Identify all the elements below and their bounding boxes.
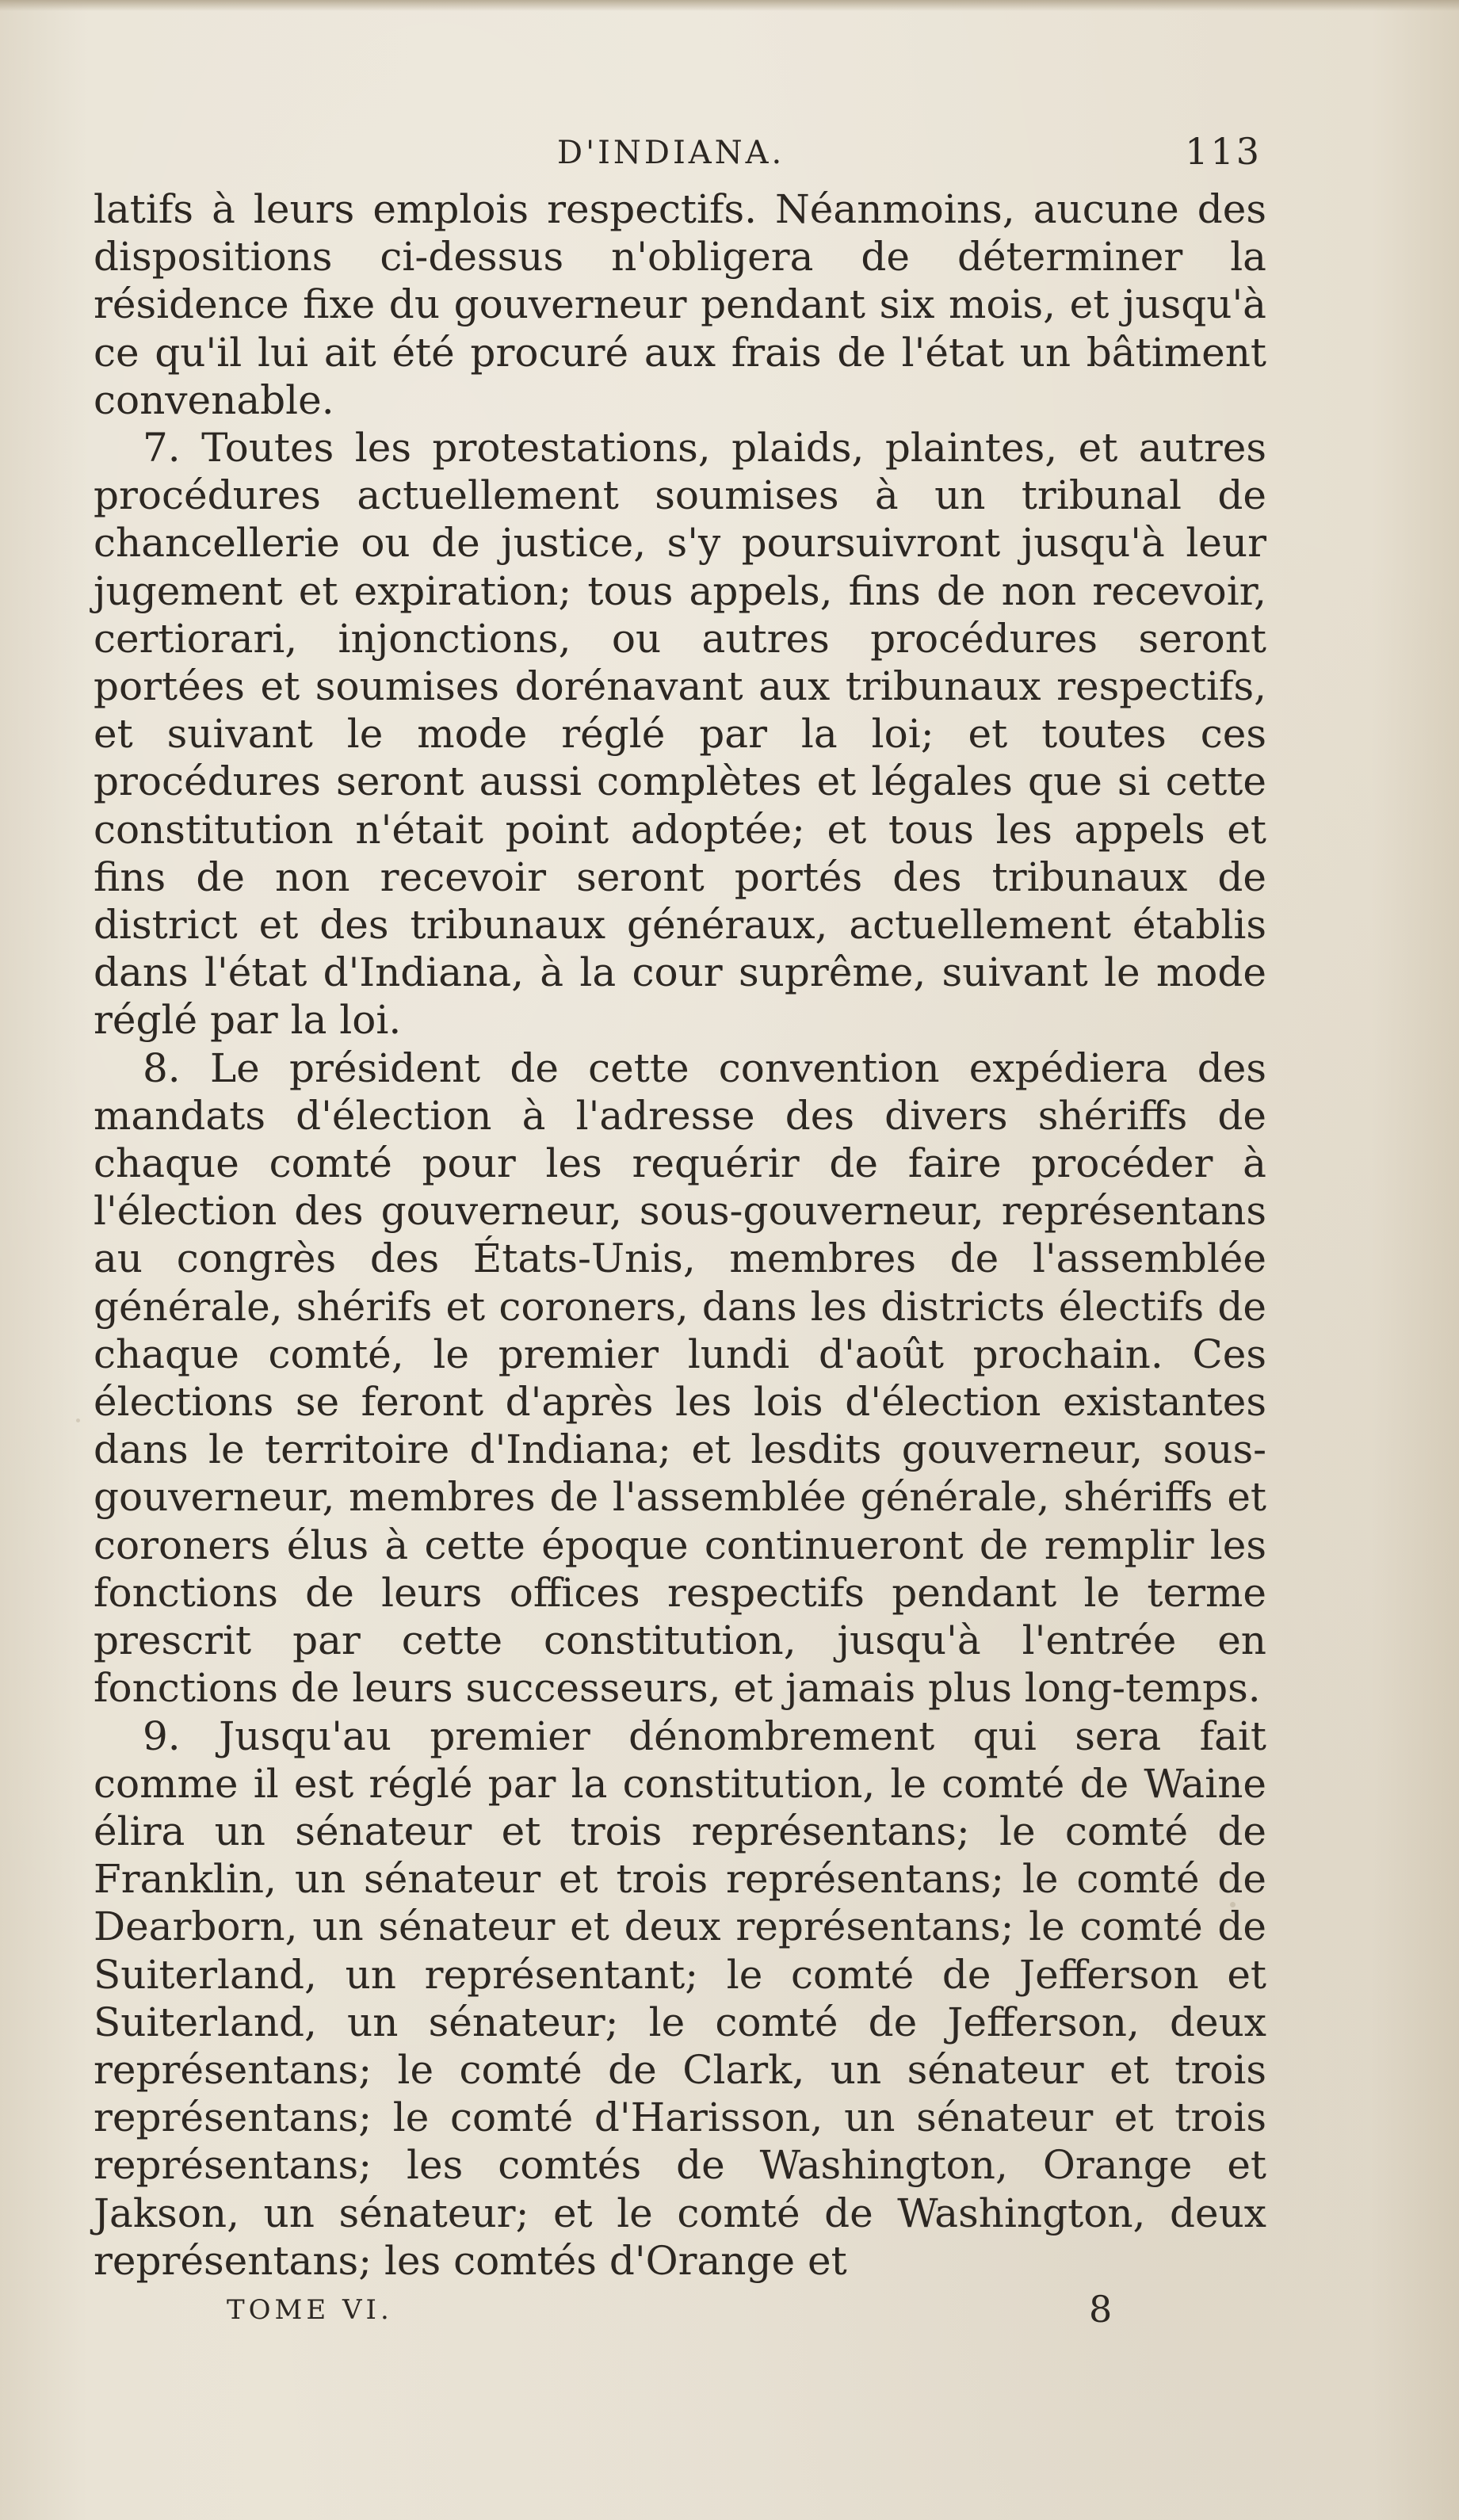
volume-label: TOME VI. xyxy=(227,2293,393,2326)
page-number: 113 xyxy=(1185,130,1262,173)
paragraph-article-7: 7. Toutes les protestations, plaids, plaintes, et autres procédures actuellement soumises à un tribunal de chancellerie ou de justice, s'y poursuivront jusqu'à leur jugement et expiration; tous appels, fins de non recevoir, certiorari, injonctions, ou autres procédures seront portées et soumises dorénavant aux tribunaux respectifs, et suivant le mode réglé par la loi; et toutes ces procédures seront aussi complètes et légales que si cette constitution n'était point adoptée; et tous les appels et fins de non recevoir seront portés des tribunaux de district et des tribunaux généraux, actuellement établis dans l'état d'Indiana, à la cour suprême, suivant le mode réglé par la loi. xyxy=(94,425,1266,1044)
text-block xyxy=(94,130,1266,2342)
running-head xyxy=(94,130,1266,182)
body-text xyxy=(94,185,1266,2285)
page-footer xyxy=(94,2287,1266,2342)
paper-spot xyxy=(76,1418,80,1422)
paragraph-article-9: 9. Jusqu'au premier dénombrement qui sera fait comme il est réglé par la constitution, le comté de Waine élira un sénateur et trois représentans; le comté de Franklin, un sénateur et trois représentans; le comté de Dearborn, un sénateur et deux représentans; le comté de Suiterland, un représentant; le comté de Jefferson et Suiterland, un sénateur; le comté de Jefferson, deux représentans; le comté de Clark, un sénateur et trois représentans; le comté d'Harisson, un sénateur et trois représentans; les comtés de Washington, Orange et Jakson, un sénateur; et le comté de Washington, deux représentans; les comtés d'Orange et xyxy=(94,1712,1266,2284)
signature-mark: 8 xyxy=(1089,2287,1113,2331)
page-top-edge xyxy=(0,0,1459,11)
paragraph-continuation: latifs à leurs emplois respectifs. Néanmoins, aucune des dispositions ci-dessus n'obligera de déterminer la résidence fixe du gouverneur pendant six mois, et jusqu'à ce qu'il lui ait été procuré aux frais de l'état un bâtiment convenable. xyxy=(94,186,1266,423)
paragraph-article-8: 8. Le président de cette convention expédiera des mandats d'élection à l'adresse des divers shériffs de chaque comté pour les requérir de faire procéder à l'élection des gouverneur, sous-gouverneur, représentans au congrès des États-Unis, membres de l'assemblée générale, shérifs et coroners, dans les districts électifs de chaque comté, le premier lundi d'août prochain. Ces élections se feront d'après les lois d'élection existantes dans le territoire d'Indiana; et lesdits gouverneur, sous-gouverneur, membres de l'assemblée générale, shériffs et coroners élus à cette époque continueront de remplir les fonctions de leurs offices respectifs pendant le terme prescrit par cette constitution, jusqu'à l'entrée en fonctions de leurs successeurs, et jamais plus long-temps. xyxy=(94,1044,1266,1712)
running-title: D'INDIANA. xyxy=(557,135,785,171)
